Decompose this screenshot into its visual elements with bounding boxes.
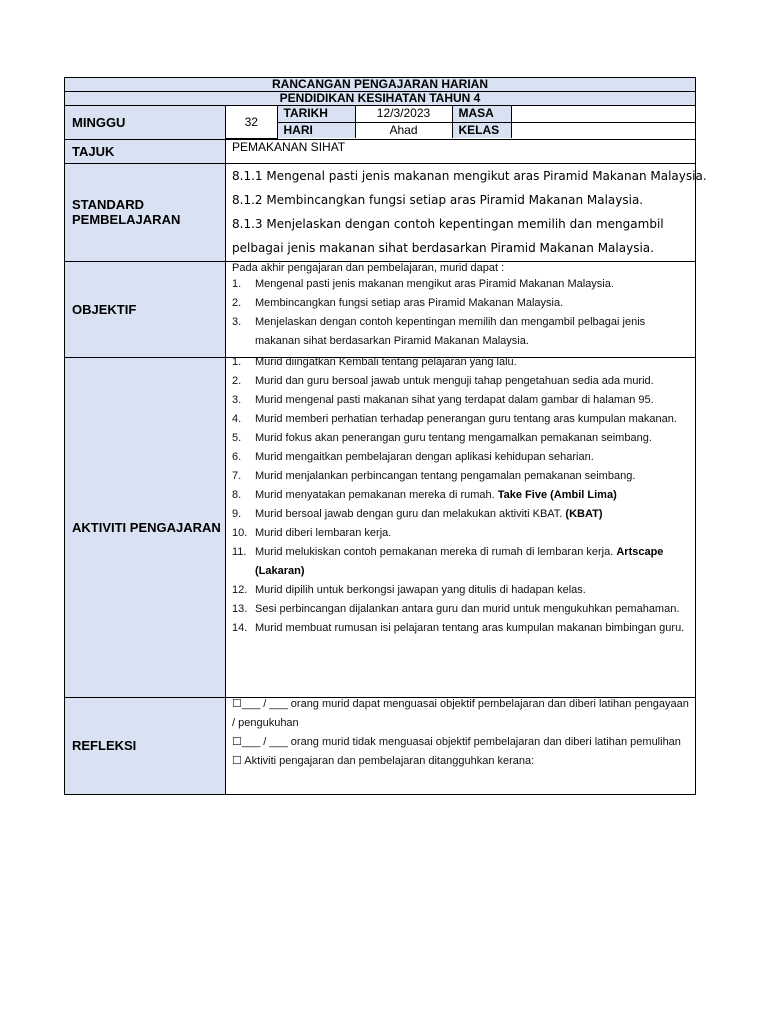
minggu-label: MINGGU bbox=[65, 106, 226, 140]
refleksi-line: ☐ Aktiviti pengajaran dan pembelajaran ditangguhkan kerana: bbox=[232, 754, 535, 767]
kelas-label: KELAS bbox=[452, 122, 511, 138]
list-item: 8. Murid menyatakan pemakanan mereka di rumah. Take Five (Ambil Lima) bbox=[232, 488, 617, 501]
list-item: 3. Murid mengenal pasti makanan sihat yang terdapat dalam gambar di halaman 95. bbox=[232, 393, 654, 406]
lesson-plan-table bbox=[64, 77, 707, 795]
list-item: 4. Murid memberi perhatian terhadap penerangan guru tentang aras kumpulan makanan. bbox=[232, 412, 677, 425]
list-item: 11. Murid melukiskan contoh pemakanan mereka di rumah di lembaran kerja. Artscape (Lakaran) bbox=[232, 545, 664, 577]
minggu-info-cell bbox=[226, 106, 696, 140]
list-item: 2. Murid dan guru bersoal jawab untuk menguji tahap pengetahuan sedia ada murid. bbox=[232, 374, 654, 387]
kelas-value[interactable] bbox=[511, 122, 695, 138]
aktiviti-list bbox=[232, 353, 691, 638]
hari-value[interactable]: Ahad bbox=[355, 122, 452, 138]
refleksi-line: ☐___ / ___ orang murid tidak menguasai objektif pembelajaran dan diberi latihan pemulihan bbox=[232, 735, 681, 748]
list-item: 14. Murid membuat rumusan isi pelajaran tentang aras kumpulan makanan bimbingan guru. bbox=[232, 621, 685, 634]
list-item: 1. Mengenal pasti jenis makanan mengikut aras Piramid Makanan Malaysia. bbox=[232, 277, 614, 290]
aktiviti-label: AKTIVITI PENGAJARAN bbox=[65, 357, 226, 697]
objektif-label: OBJEKTIF bbox=[65, 261, 226, 357]
list-item: 9. Murid bersoal jawab dengan guru dan melakukan aktiviti KBAT. (KBAT) bbox=[232, 507, 603, 520]
refleksi-content bbox=[226, 697, 696, 794]
list-item: 13. Sesi perbincangan dijalankan antara guru dan murid untuk mengukuhkan pemahaman. bbox=[232, 602, 680, 615]
list-item: 3. Menjelaskan dengan contoh kepentingan memilih dan mengambil pelbagai jenis makanan sihat berdasarkan Piramid Makanan Malaysia. bbox=[232, 315, 646, 347]
standard-line: 8.1.2 Membincangkan fungsi setiap aras Piramid Makanan Malaysia. bbox=[232, 192, 644, 207]
list-item: 5. Murid fokus akan penerangan guru tentang mengamalkan pemakanan seimbang. bbox=[232, 431, 652, 444]
objektif-list bbox=[232, 275, 691, 351]
refleksi-label: REFLEKSI bbox=[65, 697, 226, 794]
objektif-content bbox=[226, 261, 696, 357]
standard-content bbox=[226, 163, 707, 261]
minggu-info-grid bbox=[226, 106, 695, 139]
aktiviti-content bbox=[226, 357, 696, 697]
lesson-plan-sheet bbox=[64, 77, 707, 795]
list-item: 6. Murid mengaitkan pembelajaran dengan aplikasi kehidupan seharian. bbox=[232, 450, 594, 463]
refleksi-line: ☐___ / ___ orang murid dapat menguasai objektif pembelajaran dan diberi latihan pengayaan / pengukuhan bbox=[232, 697, 689, 729]
objektif-intro: Pada akhir pengajaran dan pembelajaran, murid dapat : bbox=[232, 261, 505, 274]
hari-label: HARI bbox=[277, 122, 355, 138]
tarikh-label: TARIKH bbox=[277, 106, 355, 122]
list-item: 12. Murid dipilih untuk berkongsi jawapan yang ditulis di hadapan kelas. bbox=[232, 583, 586, 596]
list-item: 2. Membincangkan fungsi setiap aras Piramid Makanan Malaysia. bbox=[232, 296, 564, 309]
standard-line: 8.1.1 Mengenal pasti jenis makanan mengikut aras Piramid Makanan Malaysia. bbox=[232, 168, 707, 183]
list-item: 7. Murid menjalankan perbincangan tentang pengamalan pemakanan seimbang. bbox=[232, 469, 636, 482]
minggu-value: 32 bbox=[226, 106, 277, 138]
list-item: 10. Murid diberi lembaran kerja. bbox=[232, 526, 392, 539]
tajuk-label: TAJUK bbox=[65, 139, 226, 163]
standard-label: STANDARD PEMBELAJARAN bbox=[65, 163, 226, 261]
header-subtitle: PENDIDIKAN KESIHATAN TAHUN 4 bbox=[65, 92, 696, 106]
standard-line: 8.1.3 Menjelaskan dengan contoh kepentingan memilih dan mengambil bbox=[232, 216, 664, 231]
list-item: 1. Murid diingatkan Kembali tentang pelajaran yang lalu. bbox=[232, 355, 517, 368]
masa-label: MASA bbox=[452, 106, 511, 122]
tajuk-value: PEMAKANAN SIHAT bbox=[226, 139, 696, 163]
standard-line: pelbagai jenis makanan sihat berdasarkan Piramid Makanan Malaysia. bbox=[232, 240, 654, 255]
header-title: RANCANGAN PENGAJARAN HARIAN bbox=[65, 78, 696, 92]
tarikh-value[interactable]: 12/3/2023 bbox=[355, 106, 452, 122]
masa-value[interactable] bbox=[511, 106, 695, 122]
